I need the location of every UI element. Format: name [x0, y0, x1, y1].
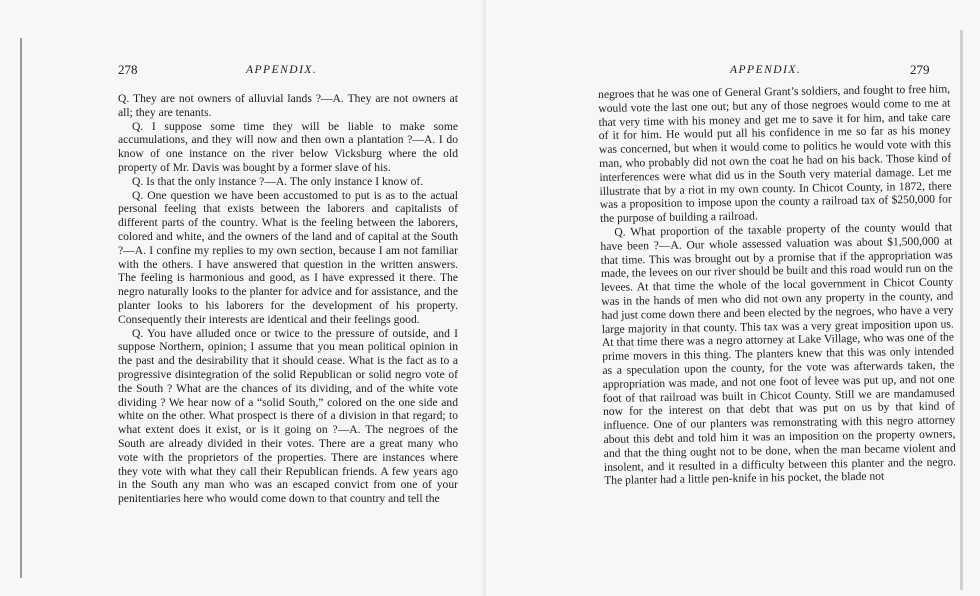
paragraph: negroes that he was one of General Grant’s soldiers, and fought to free him, would vote the last one out; but any of those negroes would come to me at that very time with his money and get me to save it for him, and take care of it for him. He would put all his confidence in me so far as his money was concerned, but when it would come to politics he would vote with this man, who probably did not own the coat he had on his back. Those kind of interferences were what did us in the South very material damage. Let me illustrate that by a riot in my own county. In Chicot County, in 1872, there was a proposition to impose upon the county a railroad tax of $250,000 for the purpose of building a railroad.	[598, 82, 952, 226]
paragraph: Q. One question we have been accustomed to put is as to the actual personal feeling that exists between the laborers and capitalists of different parts of the country. What is the feeling between the laborers, colored and white, and the owners of the land and of capital at the South ?—A. I confine my replies to my own section, because I am not familiar with the others. I have answered that question in the written answers. The feeling is harmonious and good, as I have expressed it there. The negro naturally looks to the planter for advice and for assistance, and the planter looks to his laborers for the development of his property. Consequently their interests are identical and their feelings good.	[118, 188, 458, 326]
scan-edge-line	[20, 38, 22, 578]
page-text	[598, 82, 956, 488]
paragraph: Q. What proportion of the taxable property of the county would that have been ?—A. Our whole assessed valuation was about $1,500,000 at that time. This was brought out by a promise that if the appropriation was made, the levees on our river should be built and this road would run on the levees. At that time the whole of the local government in Chicot County was in the hands of men who did not own any property in the county, and had just come down there and been elected by the negroes, who have a very large majority in that county. This tax was a very great imposition upon us. At that time there was a negro attorney at Lake Village, who was one of the prime movers in this thing. The planters knew that this was only intended as a speculation upon the county, for the vote was afterwards taken, the appropriation was made, and not one foot of levee was put up, and not one foot of that railroad was built in Chicot County. Still we are mandamused now for the interest on that debt that was put on us by that kind of influence. One of our planters was remonstrating with this negro attorney about this debt and told him it was an imposition on the property owners, and that the thing ought not to be done, when the man became violent and insolent, and it resulted in a difficulty between this planter and the negro. The planter had a little pen-knife in his pocket, the blade not	[600, 220, 957, 488]
running-head: APPENDIX.	[246, 64, 318, 76]
scan-edge-line	[960, 30, 963, 590]
left-page	[0, 0, 486, 596]
page-number: 278	[118, 62, 138, 77]
paragraph: Q. You have alluded once or twice to the pressure of outside, and I suppose Northern, opinion; I assume that you mean political opinion in the past and the desirability that it should cease. What is the fact as to a progressive disintegration of the solid Republican or solid negro vote of the South ? What are the chances of its dividing, and of the white vote dividing ? We hear now of a “solid South,” colored on the one side and white on the other. What prospect is there of a division in that regard; to what extent does it exist, or is it going on ?—A. The negroes of the South are already divided in their votes. There are a great many who vote with the proprietors of the properties. There are instances where they vote with what they call their Republican friends. A few years ago in the South any man who was an escaped convict from one of your penitentiaries here who would come down to that country and tell the	[118, 326, 458, 506]
paragraph: Q. Is that the only instance ?—A. The only instance I know of.	[132, 174, 424, 188]
right-page	[486, 0, 980, 596]
page-text	[118, 92, 458, 506]
paragraph: Q. They are not owners of alluvial lands ?—A. They are not owners at all; they are tenants.	[118, 92, 458, 119]
running-head: APPENDIX.	[730, 64, 802, 76]
paragraph: Q. I suppose some time they will be liable to make some accumulations, and they will now and then own a plantation ?—A. I do know of one instance on the river below Vicksburg where the old property of Mr. Davis was bought by a former slave of his.	[118, 119, 458, 174]
page-number: 279	[910, 62, 930, 77]
